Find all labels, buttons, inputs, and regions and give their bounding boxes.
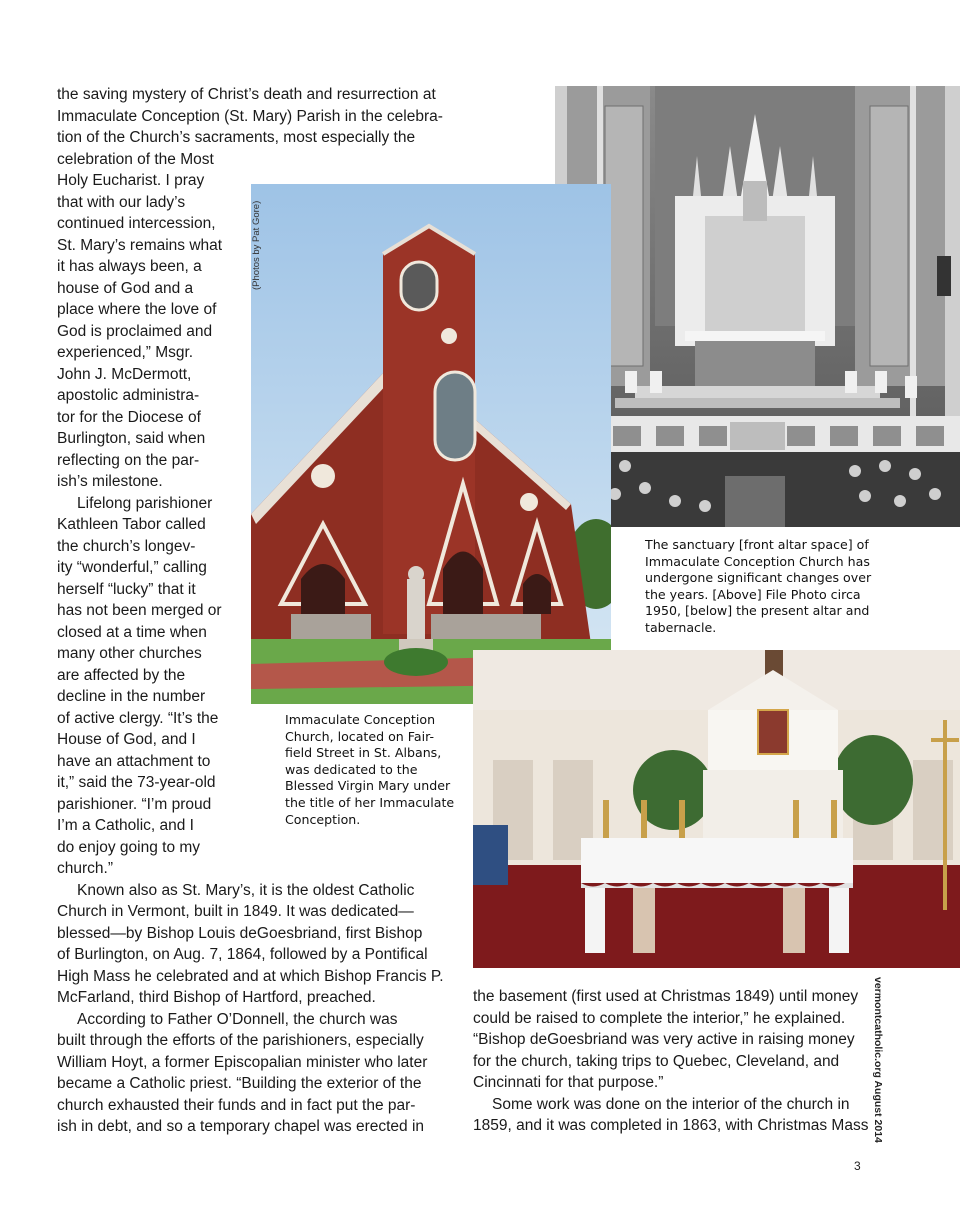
article-text-line: has not been merged or xyxy=(57,602,222,619)
article-text-line: do enjoy going to my xyxy=(57,838,201,856)
sanctuary-caption xyxy=(645,537,872,637)
article-text-line: tor for the Diocese of xyxy=(57,408,201,426)
article-text-line: John J. McDermott, xyxy=(57,365,192,383)
article-text-line: the basement (first used at Christmas 1849) until money xyxy=(473,988,859,1005)
article-text-line: 1859, and it was completed in 1863, with Christmas Mass xyxy=(473,1117,869,1134)
article-text-line: McFarland, third Bishop of Hartford, preached. xyxy=(57,989,376,1006)
article-text-line: ish’s milestone. xyxy=(57,473,163,490)
article-text-line: decline in the number xyxy=(57,688,206,705)
caption-line: Blessed Virgin Mary under xyxy=(285,778,451,794)
article-text-line: House of God, and I xyxy=(57,731,196,748)
article-text-line: built through the efforts of the parishioners, especially xyxy=(57,1032,424,1049)
article-text-line: Known also as St. Mary’s, it is the oldest Catholic xyxy=(77,881,415,899)
photo-credit: (Photos by Pat Gore) xyxy=(251,200,262,290)
article-text-line: ish in debt, and so a temporary chapel was erected in xyxy=(57,1118,425,1135)
caption-line: Conception. xyxy=(285,811,361,827)
article-text-line: Immaculate Conception (St. Mary) Parish in the celebra- xyxy=(57,107,443,125)
article-text-line: Kathleen Tabor called xyxy=(57,516,206,533)
church-exterior-photo xyxy=(251,184,611,704)
article-text-line: God is proclaimed and xyxy=(57,322,213,340)
article-text-line: High Mass he celebrated and at which Bishop Francis P. xyxy=(57,967,444,985)
article-text-line: I’m a Catholic, and I xyxy=(57,817,194,834)
article-text-line: closed at a time when xyxy=(57,623,207,641)
caption-line: the title of her Immaculate xyxy=(285,794,455,810)
article-text-line: of active clergy. “It’s the xyxy=(57,709,219,727)
article-text-line: celebration of the Most xyxy=(57,150,214,168)
caption-line: the years. [Above] File Photo circa xyxy=(645,586,861,602)
article-text-line: experienced,” Msgr. xyxy=(57,344,194,361)
article-text-line: of Burlington, on Aug. 7, 1864, followed by a Pontifical xyxy=(57,946,428,963)
article-text-line: ity “wonderful,” calling xyxy=(57,559,207,576)
caption-line: field Street in St. Albans, xyxy=(285,745,442,761)
article-text-line: Church in Vermont, built in 1849. It was dedicated— xyxy=(57,903,414,920)
article-text-line: became a Catholic priest. “Building the exterior of the xyxy=(57,1075,422,1092)
article-text-line: According to Father O’Donnell, the church was xyxy=(77,1010,398,1028)
side-publication-text: vermontcatholic.org August 2014 xyxy=(872,977,884,1143)
caption-line: 1950, [below] the present altar and xyxy=(645,603,870,619)
article-text-line: tion of the Church’s sacraments, most especially the xyxy=(57,129,416,146)
article-text-line: it has always been, a xyxy=(57,258,202,275)
article-text-line: church.” xyxy=(57,860,113,877)
article-text-line: the saving mystery of Christ’s death and resurrection at xyxy=(57,86,436,103)
article-text-line: parishioner. “I’m proud xyxy=(57,795,212,813)
caption-line: was dedicated to the xyxy=(285,761,418,777)
article-text-line: many other churches xyxy=(57,645,202,662)
article-text-line: place where the love of xyxy=(57,301,217,318)
article-text-line: Lifelong parishioner xyxy=(77,494,213,512)
article-text-line: St. Mary’s remains what xyxy=(57,236,223,254)
page-number: 3 xyxy=(854,1159,861,1173)
caption-line: undergone significant changes over xyxy=(645,570,872,586)
article-text-line: could be raised to complete the interior,” he explained. xyxy=(473,1009,846,1027)
church-exterior-caption xyxy=(285,712,455,828)
present-altar-photo xyxy=(473,650,960,968)
article-text-line: “Bishop deGoesbriand was very active in raising money xyxy=(473,1031,855,1048)
caption-line: tabernacle. xyxy=(645,619,717,635)
article-text-line: have an attachment to xyxy=(57,752,211,770)
caption-line: Church, located on Fair- xyxy=(285,728,435,744)
caption-line: The sanctuary [front altar space] of xyxy=(645,537,869,552)
article-text-line: Cincinnati for that purpose.” xyxy=(473,1074,664,1091)
article-text-line: for the church, taking trips to Quebec, Cleveland, and xyxy=(473,1052,840,1070)
article-text-line: blessed—by Bishop Louis deGoesbriand, first Bishop xyxy=(57,924,423,942)
article-text-line: house of God and a xyxy=(57,279,194,297)
article-text-line: the church’s longev- xyxy=(57,537,196,555)
article-text-line: Holy Eucharist. I pray xyxy=(57,172,205,189)
article-text-line: it,” said the 73-year-old xyxy=(57,774,216,791)
article-text-line: church exhausted their funds and in fact put the par- xyxy=(57,1096,416,1114)
article-text-line: are affected by the xyxy=(57,666,186,684)
article-text-line: William Hoyt, a former Episcopalian minister who later xyxy=(57,1053,428,1071)
article-text-line: continued intercession, xyxy=(57,215,216,232)
article-text-line: apostolic administra- xyxy=(57,387,200,404)
caption-line: Immaculate Conception Church has xyxy=(645,553,870,569)
article-text-line: Burlington, said when xyxy=(57,430,206,447)
article-text-line: reflecting on the par- xyxy=(57,451,200,469)
article-text-line: that with our lady’s xyxy=(57,193,186,211)
caption-line: Immaculate Conception xyxy=(285,712,436,727)
article-text-line: Some work was done on the interior of the church in xyxy=(492,1095,850,1113)
article-text-line: herself “lucky” that it xyxy=(57,580,196,598)
historic-sanctuary-photo xyxy=(555,86,960,527)
